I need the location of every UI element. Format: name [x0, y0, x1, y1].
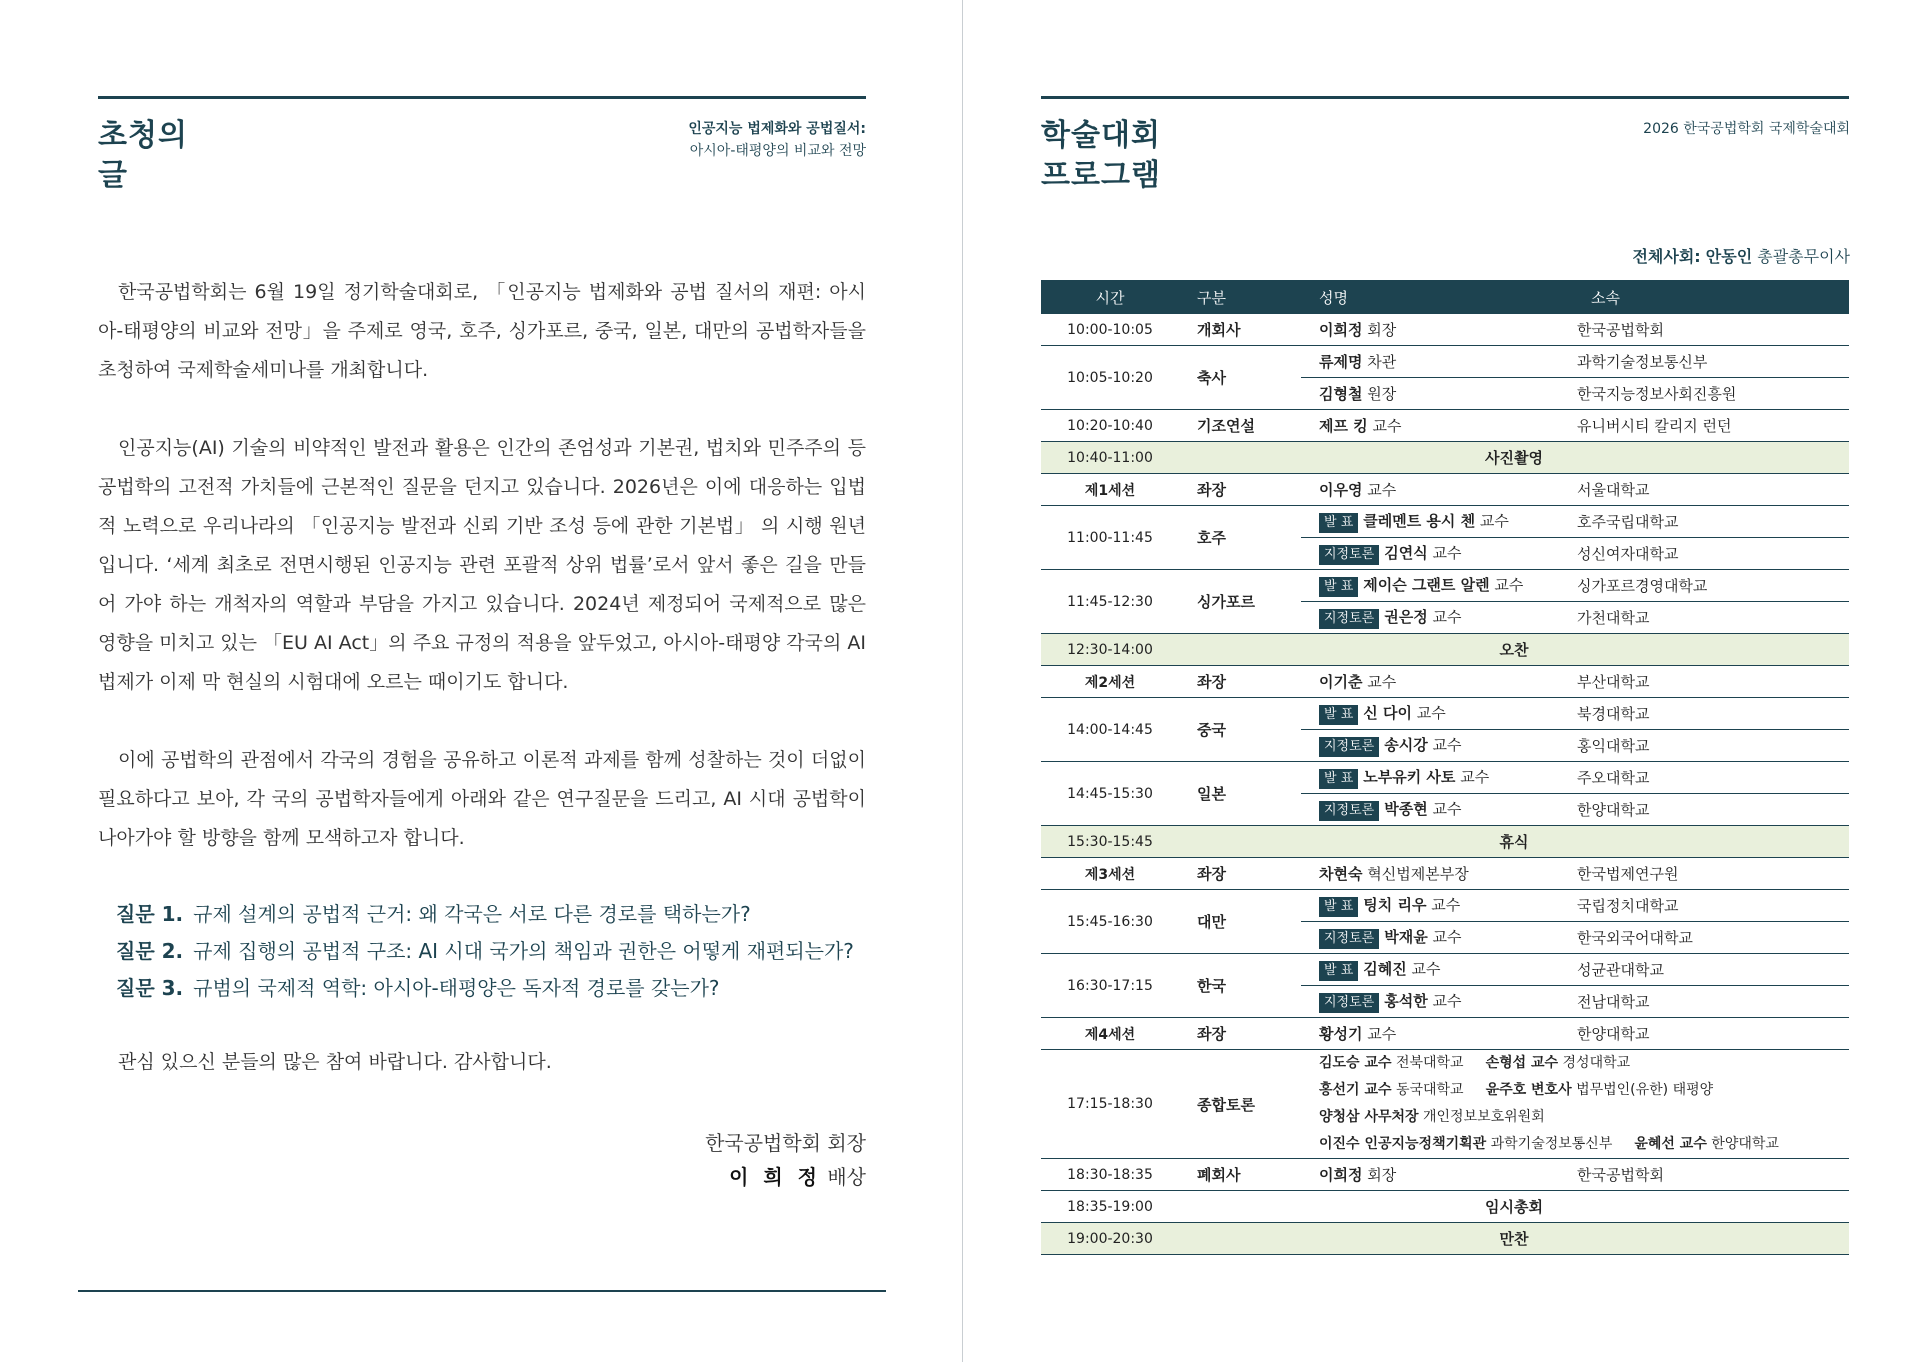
person-cell: [1301, 410, 1573, 442]
bottom-rule: [78, 1290, 886, 1292]
person-title: 차관: [1367, 353, 1397, 371]
person-cell: [1301, 730, 1573, 762]
paragraph: 이에 공법학의 관점에서 각국의 경험을 공유하고 이론적 과제를 함께 성찰하는 것이 더없이 필요하다고 보아, 각 국의 공법학자들에게 아래와 같은 연구질문을 드리고, AI 시대 공법학이 나아가야 할 방향을 함께 모색하고자 합니다.: [98, 749, 866, 849]
time-cell: [1041, 570, 1179, 634]
person-title: 교수: [1367, 481, 1397, 499]
person-cell: [1301, 666, 1573, 698]
category-text: 한국: [1197, 977, 1226, 995]
time-cell: [1041, 1159, 1179, 1191]
discussants-cell: [1301, 1050, 1849, 1159]
person-cell: [1301, 698, 1573, 730]
person-name: 제프 킹: [1319, 417, 1368, 435]
affiliation-cell: [1573, 986, 1849, 1018]
question-text: 규제 집행의 공법적 구조: AI 시대 국가의 책임과 권한은 어떻게 재편되는가?: [193, 939, 854, 963]
person-cell: [1301, 922, 1573, 954]
discussant-affiliation: 법무법인(유한) 태평양: [1576, 1082, 1714, 1098]
person-title: 혁신법제본부장: [1367, 865, 1469, 883]
category-cell: [1179, 762, 1301, 826]
break-label: [1179, 634, 1849, 666]
category-cell: [1179, 1159, 1301, 1191]
time-cell: [1041, 1191, 1179, 1223]
affiliation-cell: [1573, 954, 1849, 986]
table-row: [1041, 410, 1849, 442]
affiliation-cell: [1573, 1018, 1849, 1050]
time-text: 10:20-10:40: [1067, 417, 1153, 434]
person-title: 교수: [1372, 417, 1402, 435]
person-title: 교수: [1432, 608, 1462, 626]
page-subtitle: [688, 118, 866, 162]
title-line-2: 프로그램: [1041, 158, 1161, 193]
time-text: 15:30-15:45: [1067, 833, 1153, 850]
affiliation-text: 국립정치대학교: [1577, 897, 1679, 915]
moderator-name: 안동인: [1705, 247, 1753, 266]
role-tag: 발 표: [1319, 513, 1358, 533]
time-text: 12:30-14:00: [1067, 641, 1153, 658]
question-3: [116, 970, 896, 1007]
category-text: 축사: [1197, 369, 1226, 387]
time-cell: [1041, 346, 1179, 410]
question-2: [116, 933, 896, 970]
page-subtitle: 2026 한국공법학회 국제학술대회: [1643, 121, 1850, 137]
affiliation-text: 한국공법학회: [1577, 1166, 1664, 1184]
person-name: 클레멘트 용시 첸: [1363, 512, 1476, 530]
table-row: [1041, 826, 1849, 858]
question-label: 질문 2.: [116, 939, 184, 963]
discussant-affiliation: 한양대학교: [1711, 1136, 1779, 1152]
affiliation-text: 주오대학교: [1577, 769, 1650, 787]
table-row: [1041, 1159, 1849, 1191]
affiliation-cell: [1573, 410, 1849, 442]
table-row: [1041, 890, 1849, 922]
person-cell: [1301, 314, 1573, 346]
time-cell: [1041, 1223, 1179, 1255]
person-cell: [1301, 538, 1573, 570]
category-text: 호주: [1197, 529, 1226, 547]
person-name: 노부유키 사토: [1363, 768, 1456, 786]
affiliation-text: 성균관대학교: [1577, 961, 1664, 979]
time-text: 10:40-11:00: [1067, 449, 1153, 466]
time-text: 10:00-10:05: [1067, 321, 1153, 338]
role-tag: 발 표: [1319, 705, 1358, 725]
affiliation-cell: [1573, 922, 1849, 954]
person-title: 교수: [1479, 512, 1509, 530]
break-label: [1179, 1223, 1849, 1255]
person-cell: [1301, 378, 1573, 410]
table-row: [1041, 1050, 1849, 1159]
person-name: 이우영: [1319, 481, 1363, 499]
time-cell: [1041, 890, 1179, 954]
break-text: 만찬: [1499, 1230, 1529, 1248]
affiliation-text: 북경대학교: [1577, 705, 1650, 723]
person-name: 박종현: [1384, 800, 1428, 818]
category-text: 폐회사: [1197, 1166, 1241, 1184]
category-text: 종합토론: [1197, 1095, 1255, 1114]
time-text: 18:30-18:35: [1067, 1166, 1153, 1183]
category-text: 좌장: [1197, 865, 1226, 883]
session-label: 제3세션: [1084, 866, 1136, 883]
program-table: [1041, 280, 1849, 1255]
person-title: 교수: [1432, 736, 1462, 754]
affiliation-text: 싱가포르경영대학교: [1577, 577, 1708, 595]
person-name: 송시강: [1384, 736, 1428, 754]
paragraph: 인공지능(AI) 기술의 비약적인 발전과 활용은 인간의 존엄성과 기본권, 법치와 민주주의 등 공법학의 고전적 가치들에 근본적인 질문을 던지고 있습니다. 2026년은 이에 대응하는 입법적 노력으로 우리나라의 「인공지능 발전과 신뢰 기반 조성 등에 관한 기본법」 의 시행 원년입니다. ‘세계 최초로 전면시행된 인공지능 관련 포괄적 상위 법률’로서 앞서 좋은 길을 만들어 가야 하는 개척자의 역할과 부담을 가지고 있습니다. 2024년 제정되어 국제적으로 많은 영향을 미치고 있는 「EU AI Act」의 주요 규정의 적용을 앞두었고, 아시아-태평양 각국의 AI 법제가 이제 막 현실의 시험대에 오르는 때이기도 합니다.: [98, 437, 866, 693]
break-text: 임시총회: [1485, 1198, 1543, 1216]
affiliation-text: 한양대학교: [1577, 1025, 1650, 1043]
person-name: 이기춘: [1319, 673, 1363, 691]
affiliation-text: 한국지능정보사회진흥원: [1577, 385, 1737, 403]
header-affiliation: 소속: [1573, 280, 1849, 314]
person-cell: [1301, 762, 1573, 794]
discussant-line: [1319, 1077, 1845, 1104]
category-cell: [1179, 666, 1301, 698]
table-row: [1041, 1223, 1849, 1255]
person-cell: [1301, 602, 1573, 634]
time-cell: [1041, 698, 1179, 762]
role-tag: 발 표: [1319, 577, 1358, 597]
time-text: 14:00-14:45: [1067, 721, 1153, 738]
affiliation-cell: [1573, 378, 1849, 410]
person-title: 교수: [1432, 992, 1462, 1010]
question-label: 질문 1.: [116, 902, 184, 926]
time-cell: [1041, 410, 1179, 442]
person-cell: [1301, 346, 1573, 378]
category-text: 일본: [1197, 785, 1226, 803]
category-cell: [1179, 570, 1301, 634]
affiliation-text: 부산대학교: [1577, 673, 1650, 691]
table-row: [1041, 570, 1849, 602]
person-cell: [1301, 986, 1573, 1018]
affiliation-cell: [1573, 1159, 1849, 1191]
person-title: 원장: [1367, 385, 1397, 403]
signature: [705, 1126, 866, 1194]
top-rule: [1041, 96, 1849, 99]
header-category: 구분: [1179, 280, 1301, 314]
affiliation-text: 한국공법학회: [1577, 321, 1664, 339]
affiliation-text: 전남대학교: [1577, 993, 1650, 1011]
person-name: 김혜진: [1363, 960, 1407, 978]
discussant-name: 윤혜선 교수: [1634, 1136, 1707, 1152]
role-tag: 발 표: [1319, 961, 1358, 981]
category-text: 싱가포르: [1197, 593, 1255, 611]
affiliation-text: 과학기술정보통신부: [1577, 353, 1708, 371]
subtitle-rest: 아시아-태평양의 비교와 전망: [689, 143, 866, 159]
time-cell: [1041, 506, 1179, 570]
affiliation-text: 성신여자대학교: [1577, 545, 1679, 563]
time-text: 14:45-15:30: [1067, 785, 1153, 802]
subtitle-bold: 인공지능 법제화와 공법질서:: [688, 121, 866, 137]
table-row: [1041, 762, 1849, 794]
time-cell: [1041, 634, 1179, 666]
paragraph: 한국공법학회는 6월 19일 정기학술대회로, 「인공지능 법제화와 공법 질서의 재편: 아시아-태평양의 비교와 전망」을 주제로 영국, 호주, 싱가포르, 중국, 일본, 대만의 공법학자들을 초청하여 국제학술세미나를 개최합니다.: [98, 281, 866, 381]
time-text: 11:45-12:30: [1067, 593, 1153, 610]
moderator-title: 총괄총무이사: [1757, 247, 1850, 266]
category-cell: [1179, 858, 1301, 890]
session-label: 제1세션: [1084, 482, 1136, 499]
affiliation-cell: [1573, 858, 1849, 890]
person-name: 권은정: [1384, 608, 1428, 626]
time-cell: [1041, 826, 1179, 858]
category-text: 중국: [1197, 721, 1226, 739]
session-cell: [1041, 474, 1179, 506]
affiliation-text: 서울대학교: [1577, 481, 1650, 499]
table-row: [1041, 698, 1849, 730]
invitation-body: [98, 273, 866, 897]
affiliation-cell: [1573, 506, 1849, 538]
signature-suffix: 배상: [827, 1165, 866, 1189]
category-text: 대만: [1197, 913, 1226, 931]
break-label: [1179, 1191, 1849, 1223]
person-title: 교수: [1494, 576, 1524, 594]
role-tag: 지정토론: [1319, 737, 1379, 757]
affiliation-cell: [1573, 602, 1849, 634]
discussant-name: 양청삼 사무처장: [1319, 1109, 1419, 1125]
page-title: [1041, 116, 1161, 196]
role-tag: 지정토론: [1319, 929, 1379, 949]
role-tag: 지정토론: [1319, 609, 1379, 629]
break-text: 사진촬영: [1485, 449, 1543, 467]
discussant-affiliation: 경성대학교: [1562, 1055, 1631, 1071]
category-cell: [1179, 314, 1301, 346]
person-cell: [1301, 1159, 1573, 1191]
table-row: [1041, 474, 1849, 506]
table-row: [1041, 506, 1849, 538]
moderator-label: 전체사회:: [1632, 247, 1701, 266]
title-line-1: 초청의: [98, 118, 188, 153]
time-text: 18:35-19:00: [1067, 1198, 1153, 1215]
affiliation-text: 홍익대학교: [1577, 737, 1650, 755]
discussant-line: [1319, 1131, 1845, 1158]
discussant-name: 윤주호 변호사: [1485, 1082, 1572, 1098]
discussant-affiliation: 전북대학교: [1395, 1055, 1464, 1071]
category-text: 좌장: [1197, 673, 1226, 691]
table-row: [1041, 1018, 1849, 1050]
person-name: 제이슨 그랜트 알렌: [1363, 576, 1490, 594]
break-label: [1179, 442, 1849, 474]
table-row: [1041, 442, 1849, 474]
time-cell: [1041, 442, 1179, 474]
table-row: [1041, 634, 1849, 666]
affiliation-cell: [1573, 474, 1849, 506]
category-cell: [1179, 410, 1301, 442]
time-text: 15:45-16:30: [1067, 913, 1153, 930]
time-cell: [1041, 762, 1179, 826]
person-cell: [1301, 570, 1573, 602]
discussant-line: [1319, 1104, 1845, 1131]
affiliation-text: 한양대학교: [1577, 801, 1650, 819]
question-1: [116, 896, 896, 933]
session-label: 제2세션: [1084, 674, 1136, 691]
category-cell: [1179, 1018, 1301, 1050]
person-cell: [1301, 890, 1573, 922]
category-cell: [1179, 954, 1301, 1018]
category-cell: [1179, 346, 1301, 410]
affiliation-text: 가천대학교: [1577, 609, 1650, 627]
session-cell: [1041, 1018, 1179, 1050]
person-title: 교수: [1416, 704, 1446, 722]
affiliation-cell: [1573, 698, 1849, 730]
person-title: 교수: [1411, 960, 1441, 978]
session-cell: [1041, 858, 1179, 890]
question-label: 질문 3.: [116, 976, 184, 1000]
title-line-1: 학술대회: [1041, 118, 1161, 153]
person-name: 이희정: [1319, 321, 1363, 339]
affiliation-cell: [1573, 666, 1849, 698]
person-title: 회장: [1367, 1166, 1397, 1184]
category-cell: [1179, 506, 1301, 570]
signature-name: 이 희 정: [729, 1165, 821, 1189]
discussant-line: [1319, 1050, 1845, 1077]
discussant-name: 손형섭 교수: [1485, 1055, 1559, 1071]
table-row: [1041, 954, 1849, 986]
person-title: 교수: [1460, 768, 1490, 786]
time-text: 10:05-10:20: [1067, 369, 1153, 386]
category-cell: [1179, 474, 1301, 506]
person-title: 교수: [1432, 544, 1462, 562]
person-name: 신 다이: [1363, 704, 1412, 722]
time-cell: [1041, 954, 1179, 1018]
category-text: 좌장: [1197, 481, 1226, 499]
table-row: [1041, 858, 1849, 890]
person-name: 황성기: [1319, 1025, 1363, 1043]
role-tag: 지정토론: [1319, 545, 1379, 565]
time-cell: [1041, 1050, 1179, 1159]
affiliation-text: 호주국립대학교: [1577, 513, 1679, 531]
table-row: [1041, 346, 1849, 378]
category-cell: [1179, 698, 1301, 762]
discussant-name: 이진수 인공지능정책기획관: [1319, 1136, 1487, 1152]
page-title: [98, 116, 188, 196]
category-text: 좌장: [1197, 1025, 1226, 1043]
signature-org: 한국공법학회 회장: [705, 1131, 866, 1155]
person-name: 박재윤: [1384, 928, 1428, 946]
top-rule: [98, 96, 866, 99]
time-text: 16:30-17:15: [1067, 977, 1153, 994]
person-name: 홍석한: [1384, 992, 1428, 1010]
person-title: 회장: [1367, 321, 1397, 339]
person-name: 팅치 리우: [1363, 896, 1427, 914]
session-cell: [1041, 666, 1179, 698]
affiliation-text: 한국법제연구원: [1577, 865, 1679, 883]
time-text: 17:15-18:30: [1067, 1096, 1153, 1112]
discussant-affiliation: 개인정보보호위원회: [1423, 1109, 1545, 1125]
affiliation-cell: [1573, 314, 1849, 346]
person-name: 류제명: [1319, 353, 1363, 371]
person-name: 이희정: [1319, 1166, 1363, 1184]
time-cell: [1041, 314, 1179, 346]
person-title: 교수: [1367, 673, 1397, 691]
person-title: 교수: [1432, 800, 1462, 818]
category-text: 기조연설: [1197, 417, 1255, 435]
affiliation-cell: [1573, 538, 1849, 570]
role-tag: 발 표: [1319, 769, 1358, 789]
time-text: 11:00-11:45: [1067, 529, 1153, 546]
question-text: 규제 설계의 공법적 근거: 왜 각국은 서로 다른 경로를 택하는가?: [193, 902, 751, 926]
research-questions: [116, 896, 896, 1007]
person-cell: [1301, 506, 1573, 538]
header-time: 시간: [1041, 280, 1179, 314]
affiliation-text: 유니버시티 칼리지 런던: [1577, 417, 1732, 435]
affiliation-cell: [1573, 794, 1849, 826]
person-title: 교수: [1432, 928, 1462, 946]
table-row: [1041, 1191, 1849, 1223]
moderator-line: [1632, 244, 1850, 267]
person-cell: [1301, 474, 1573, 506]
person-cell: [1301, 858, 1573, 890]
title-line-2: 글: [98, 158, 128, 193]
affiliation-cell: [1573, 570, 1849, 602]
time-text: 19:00-20:30: [1067, 1230, 1153, 1247]
person-title: 교수: [1367, 1025, 1397, 1043]
discussant-affiliation: 동국대학교: [1395, 1082, 1464, 1098]
role-tag: 지정토론: [1319, 801, 1379, 821]
discussant-affiliation: 과학기술정보통신부: [1490, 1136, 1613, 1152]
person-cell: [1301, 1018, 1573, 1050]
person-title: 교수: [1431, 896, 1461, 914]
closing-text: 관심 있으신 분들의 많은 참여 바랍니다. 감사합니다.: [118, 1051, 552, 1073]
person-name: 김연식: [1384, 544, 1428, 562]
person-cell: [1301, 794, 1573, 826]
table-row: [1041, 314, 1849, 346]
break-text: 오찬: [1499, 641, 1529, 659]
program-body: [1041, 314, 1849, 1255]
person-name: 차현숙: [1319, 865, 1363, 883]
affiliation-cell: [1573, 890, 1849, 922]
table-header: [1041, 280, 1849, 314]
question-text: 규범의 국제적 역학: 아시아-태평양은 독자적 경로를 갖는가?: [193, 976, 720, 1000]
role-tag: 지정토론: [1319, 993, 1379, 1013]
role-tag: 발 표: [1319, 897, 1358, 917]
category-text: 개회사: [1197, 321, 1241, 339]
affiliation-cell: [1573, 762, 1849, 794]
discussant-name: 김도승 교수: [1319, 1055, 1392, 1071]
person-name: 김형철: [1319, 385, 1363, 403]
affiliation-text: 한국외국어대학교: [1577, 929, 1693, 947]
break-text: 휴식: [1499, 833, 1529, 851]
discussant-name: 홍선기 교수: [1319, 1082, 1392, 1098]
header-name: 성명: [1301, 280, 1573, 314]
affiliation-cell: [1573, 730, 1849, 762]
category-cell: [1179, 1050, 1301, 1159]
table-row: [1041, 666, 1849, 698]
category-cell: [1179, 890, 1301, 954]
break-label: [1179, 826, 1849, 858]
affiliation-cell: [1573, 346, 1849, 378]
person-cell: [1301, 954, 1573, 986]
session-label: 제4세션: [1084, 1026, 1136, 1043]
